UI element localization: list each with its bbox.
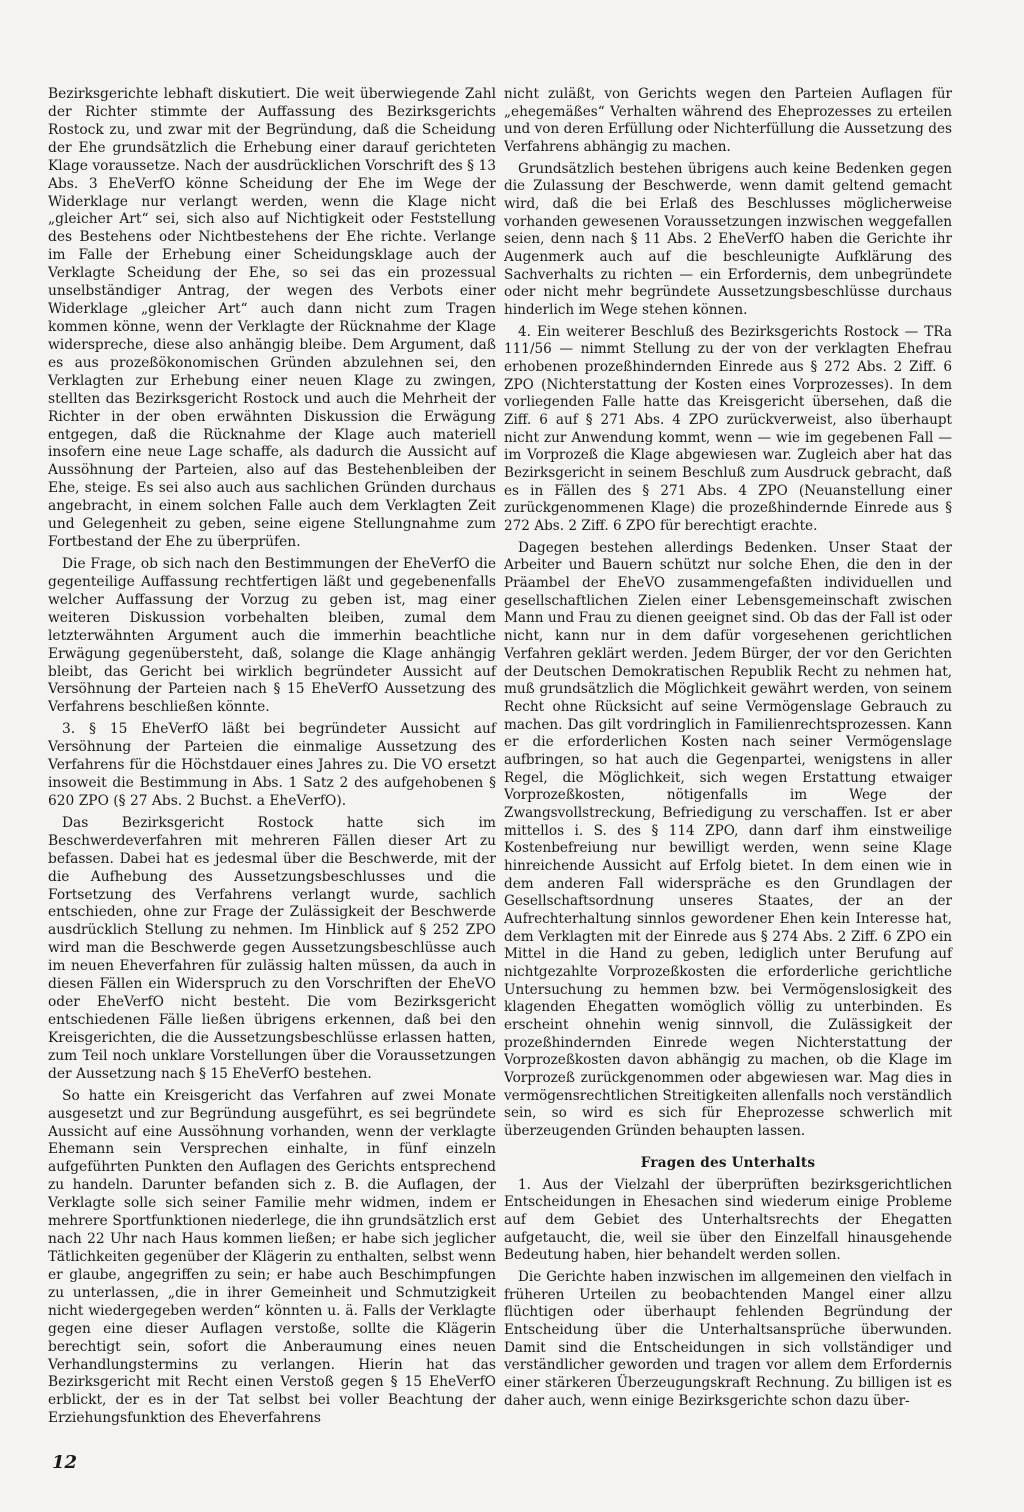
paragraph: Die Gerichte haben inzwischen im allgemeinen den vielfach in früheren Urteilen zu beobachtenden Mangel einer allzu flüchtigen oder überhaupt fehlenden Begründung der Entscheidung über die Unterhaltsansprüche überwunden. Damit sind die Entscheidungen in sich vollständiger und verständlicher geworden und tragen vor allem dem Erfordernis einer stärkeren Überzeugungskraft Rechnung. Zu billigen ist es daher auch, wenn einige Bezirksgerichte schon dazu über- [504, 1269, 952, 1409]
paragraph: Bezirksgerichte lebhaft diskutiert. Die weit überwiegende Zahl der Richter stimmte der Auffassung des Bezirksgerichts Rostock zu, und zwar mit der Begründung, daß die Scheidung der Ehe grundsätzlich die Erhebung einer darauf gerichteten Klage voraussetze. Nach der ausdrücklichen Vorschrift des § 13 Abs. 3 EheVerfO könne Scheidung der Ehe im Wege der Widerklage nur verlangt werden, wenn die Klage nicht „gleicher Art“ sei, sich also auf Nichtigkeit oder Feststellung des Bestehens oder Nichtbestehens der Ehe richte. Verlange im Falle der Erhebung einer Scheidungsklage auch der Verklagte Scheidung der Ehe, so sei das ein prozessual unselbständiger Antrag, der wegen des Verbots einer Widerklage „gleicher Art“ auch dann nicht zum Tragen kommen könne, wenn der Verklagte der Rücknahme der Klage widerspreche, diese also anhängig bleibe. Dem Argument, daß es aus prozeßökonomischen Gründen abzulehnen sei, den Verklagten zur Erhebung einer neuen Klage zu zwingen, stellten das Bezirksgericht Rostock und auch die Mehrheit der Richter in der oben erwähnten Diskussion die Erwägung entgegen, daß die Rücknahme der Klage auch materiell insofern eine neue Lage schaffe, als dadurch die Aussicht auf Aussöhnung der Parteien, also auf das Bestehenbleiben der Ehe, steige. Es sei also auch aus sachlichen Gründen durchaus angebracht, in einem solchen Falle auch dem Verklagten Zeit und Gelegenheit zu geben, seine eigene Stellungnahme zum Fortbestand der Ehe zu überprüfen. [48, 86, 496, 551]
paragraph: nicht zuläßt, von Gerichts wegen den Parteien Auflagen für „ehegemäßes“ Verhalten während des Eheprozesses zu erteilen und von deren Erfüllung oder Nichterfüllung die Aussetzung des Verfahrens abhängig zu machen. [504, 86, 952, 156]
section-heading: Fragen des Unterhalts [640, 1154, 816, 1171]
paragraph: So hatte ein Kreisgericht das Verfahren auf zwei Monate ausgesetzt und zur Begründung ausgeführt, es sei begründete Aussicht auf eine Aussöhnung vorhanden, wenn der verklagte Ehemann sein Versprechen einhalte, in fünf einzeln aufgeführten Punkten den Auflagen des Gerichts entsprechend zu handeln. Darunter befanden sich z. B. die Auflagen, der Verklagte solle sich seiner Familie mehr widmen, indem er mehrere Sportfunktionen niederlege, die ihn grundsätzlich erst nach 22 Uhr nach Haus kommen ließen; er habe sich jeglicher Tätlichkeiten gegenüber der Klägerin zu enthalten, selbst wenn er glaube, angegriffen zu sein; er habe auch Beschimpfungen zu unterlassen, „die in ihrer Gemeinheit und Schmutzigkeit nicht wiedergegeben werden“ könnten u. ä. Falls der Verklagte gegen eine dieser Auflagen verstoße, sollte die Klägerin berechtigt sein, sofort die Anberaumung eines neuen Verhandlungstermins zu verlangen. Hierin hat das Bezirksgericht mit Recht einen Verstoß gegen § 15 EheVerfO erblickt, der es in der Tat selbst bei voller Beachtung der Erziehungsfunktion des Eheverfahrens [48, 1087, 496, 1427]
paragraph: Das Bezirksgericht Rostock hatte sich im Beschwerdeverfahren mit mehreren Fällen dieser Art zu befassen. Dabei hat es jedesmal über die Beschwerde, mit der die Aufhebung des Aussetzungsbeschlusses und die Fortsetzung des Verfahrens verlangt wurde, sachlich entschieden, ohne zur Frage der Zulässigkeit der Beschwerde ausdrücklich Stellung zu nehmen. Im Hinblick auf § 252 ZPO wird man die Beschwerde gegen Aussetzungsbeschlüsse auch im neuen Eheverfahren für zulässig halten müssen, da auch in diesen Fällen ein Widerspruch zu den Vorschriften der EheVO oder EheVerfO nicht besteht. Die vom Bezirksgericht entschiedenen Fälle ließen übrigens erkennen, daß bei den Kreisgerichten, die die Aussetzungsbeschlüsse erlassen hatten, zum Teil noch unklare Vorstellungen über die Voraussetzungen der Aussetzung nach § 15 EheVerfO bestehen. [48, 814, 496, 1082]
paragraph: Die Frage, ob sich nach den Bestimmungen der EheVerfO die gegenteilige Auffassung rechtfertigen läßt und gegebenenfalls welcher Auffassung der Vorzug zu geben ist, mag einer weiteren Diskussion vorbehalten bleiben, zumal dem letzterwähnten Argument auch die immerhin beachtliche Erwägung gegenübersteht, daß, solange die Klage anhängig bleibt, das Gericht bei wirklich begründeter Aussicht auf Versöhnung der Parteien nach § 15 EheVerfO Aussetzung des Verfahrens beschließen könnte. [48, 555, 496, 716]
right-column [504, 86, 952, 1414]
right-column-part-one [504, 86, 952, 1141]
paragraph: Dagegen bestehen allerdings Bedenken. Unser Staat der Arbeiter und Bauern schützt nur solche Ehen, die den in der Präambel der EheVO zusammengefaßten individuellen und gesellschaftlichen Zielen einer Lebensgemeinschaft zwischen Mann und Frau zu dienen geeignet sind. Ob das der Fall ist oder nicht, kann nur in dem dafür vorgesehenen gerichtlichen Verfahren geklärt werden. Jedem Bürger, der vor den Gerichten der Deutschen Demokratischen Republik Recht zu nehmen hat, muß grundsätzlich die Möglichkeit gewährt werden, von seinem Recht ohne Rücksicht auf seine Vermögenslage Gebrauch zu machen. Das gilt vordringlich in Familienrechtsprozessen. Kann er die erforderlichen Kosten nach seiner Vermögenslage aufbringen, so hat auch die Gegenpartei, wenigstens in aller Regel, die Möglichkeit, sich wegen Erstattung etwaiger Vorprozeßkosten, nötigenfalls im Wege der Zwangsvollstreckung, Befriedigung zu verschaffen. Ist er aber mittellos i. S. des § 114 ZPO, dann darf ihm einstweilige Kostenbefreiung nur bewilligt werden, wenn seine Klage hinreichende Aussicht auf Erfolg bietet. In dem einen wie in dem anderen Fall widerspräche es den Grundlagen der Gesellschaftsordnung unseres Staates, der an der Aufrechterhaltung sinnlos gewordener Ehen kein Interesse hat, dem Verklagten mit der Einrede aus § 274 Abs. 2 Ziff. 6 ZPO ein Mittel in die Hand zu geben, lediglich unter Berufung auf nichtgezahlte Vorprozeßkosten die erforderliche gerichtliche Untersuchung zu hemmen bzw. bei Vermögenslosigkeit des klagenden Ehegatten womöglich völlig zu unterbinden. Es erscheint ohnehin wenig sinnvoll, die Zulässigkeit der prozeßhindernden Einrede wegen Nichterstattung der Vorprozeßkosten davon abhängig zu machen, ob die Klage im Vorprozeß zurückgenommen oder abgewiesen war. Mag dies in vermögensrechtlichen Streitigkeiten allenfalls noch verständlich sein, so wird es sich für Eheprozesse schwerlich mit überzeugenden Gründen behaupten lassen. [504, 539, 952, 1139]
left-column [48, 86, 496, 1432]
page-number: 12 [52, 1452, 78, 1473]
paragraph: 4. Ein weiterer Beschluß des Bezirksgerichts Rostock — TRa 111/56 — nimmt Stellung zu der von der verklagten Ehefrau erhobenen prozeßhindernden Einrede aus § 272 Abs. 2 Ziff. 6 ZPO (Nichterstattung der Kosten eines Vorprozesses). In dem vorliegenden Falle hatte das Kreisgericht übersehen, daß die Ziff. 6 auf § 271 Abs. 4 ZPO zurückverweist, also überhaupt nicht zur Anwendung kommt, wenn — wie im gegebenen Fall — im Vorprozeß die Klage abgewiesen war. Zugleich aber hat das Bezirksgericht in seinem Beschluß zum Ausdruck gebracht, daß es in Fällen des § 271 Abs. 4 ZPO (Neuanstellung einer zurückgenommenen Klage) die prozeßhindernde Einrede aus § 272 Abs. 2 Ziff. 6 ZPO für berechtigt erachte. [504, 323, 952, 535]
paragraph: 3. § 15 EheVerfO läßt bei begründeter Aussicht auf Versöhnung der Parteien die einmalige Aussetzung des Verfahrens für die Höchstdauer eines Jahres zu. Die VO ersetzt insoweit die Bestimmung in Abs. 1 Satz 2 des aufgehobenen § 620 ZPO (§ 27 Abs. 2 Buchst. a EheVerfO). [48, 721, 496, 809]
paragraph: 1. Aus der Vielzahl der überprüften bezirksgerichtlichen Entscheidungen in Ehesachen sind wiederum einige Probleme auf dem Gebiet des Unterhaltsrechts der Ehegatten aufgetaucht, die, weil sie über den Einzelfall hinausgehende Bedeutung haben, hier behandelt werden sollen. [504, 1176, 952, 1264]
right-column-part-two [504, 1177, 952, 1411]
paragraph: Grundsätzlich bestehen übrigens auch keine Bedenken gegen die Zulassung der Beschwerde, wenn damit geltend gemacht wird, daß die bei Erlaß des Beschlusses möglicherweise vorhanden gewesenen Voraussetzungen inzwischen weggefallen seien, denn nach § 11 Abs. 2 EheVerfO haben die Gerichte ihr Augenmerk auch auf die beschleunigte Aufklärung des Sachverhalts zu richten — ein Erfordernis, dem unbegründete oder nicht mehr begründete Aussetzungsbeschlüsse durchaus hinderlich im Wege stehen können. [504, 160, 952, 319]
